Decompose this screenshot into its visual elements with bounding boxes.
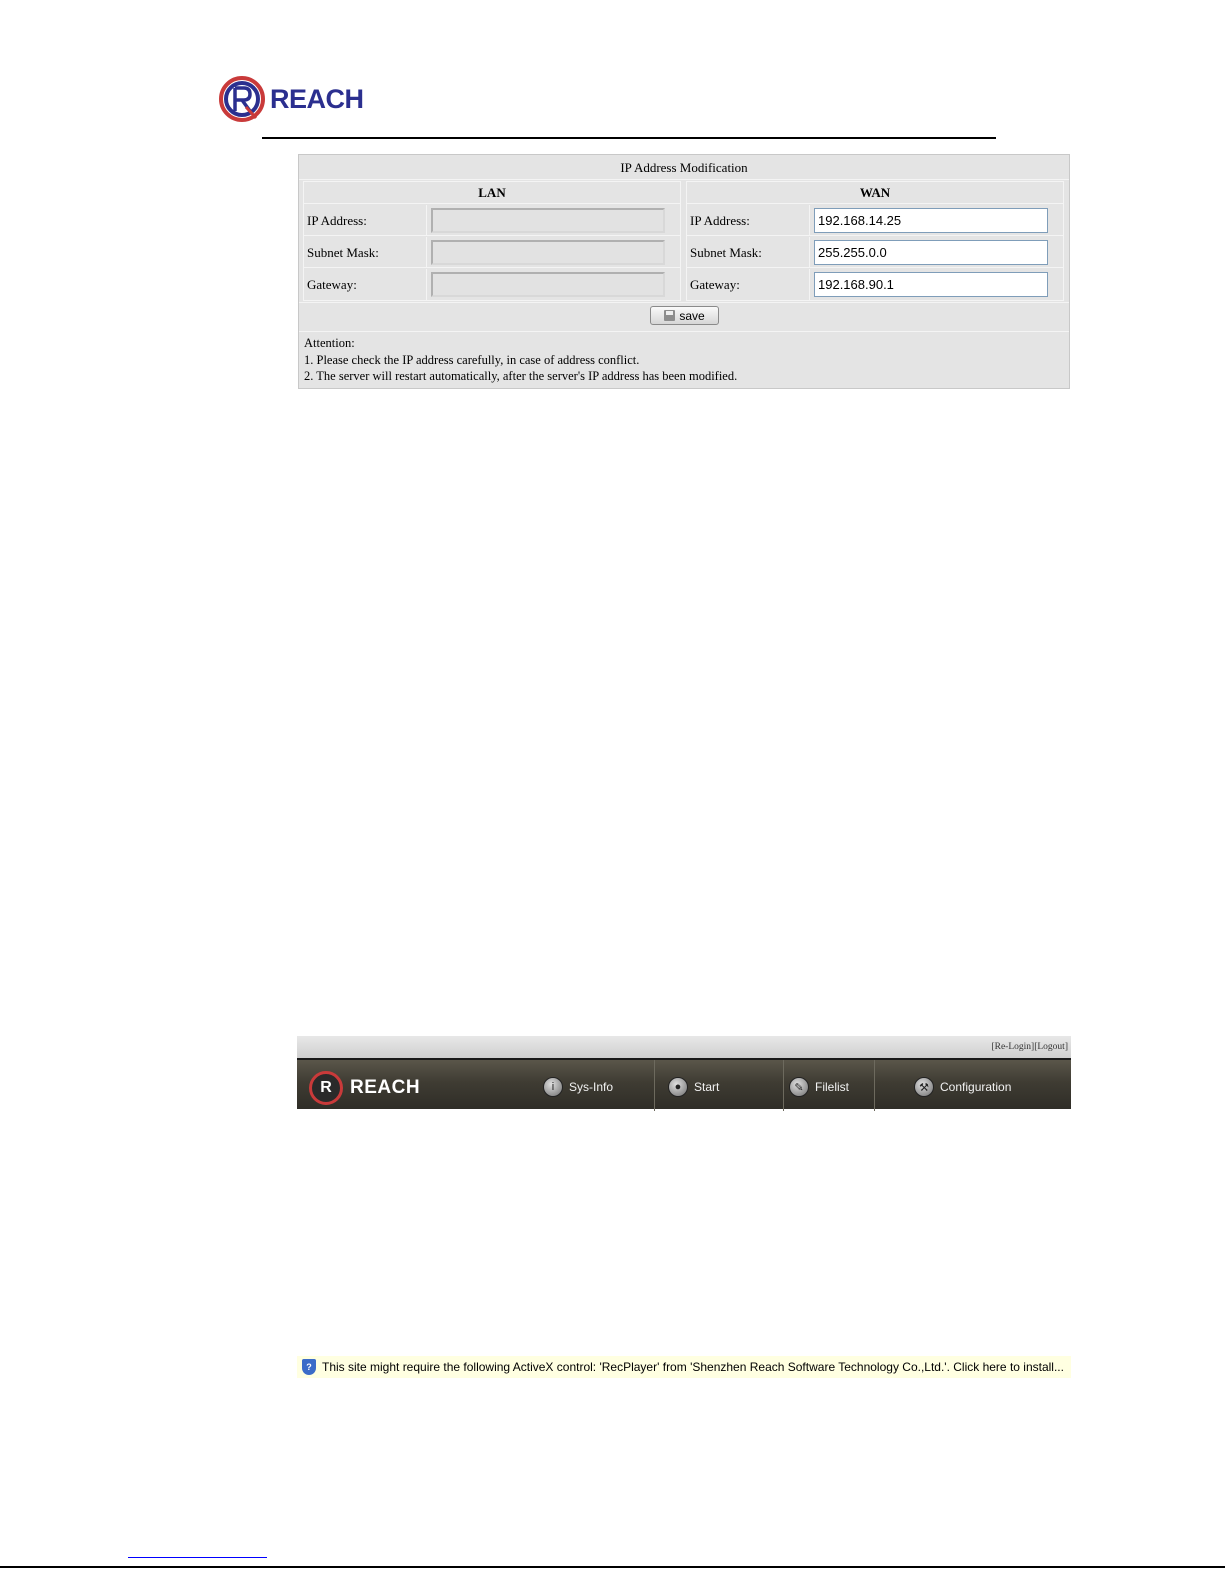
lan-mask-input bbox=[431, 240, 665, 265]
wan-gateway-label: Gateway: bbox=[690, 269, 810, 300]
appbar-top-strip bbox=[297, 1036, 1071, 1058]
nav-filelist-label: Filelist bbox=[815, 1080, 850, 1094]
record-icon: ● bbox=[668, 1077, 688, 1097]
nav-separator bbox=[654, 1060, 655, 1111]
file-list-icon: ✎ bbox=[789, 1077, 809, 1097]
wan-heading: WAN bbox=[687, 182, 1063, 204]
session-links bbox=[991, 1042, 1068, 1052]
lan-mask-row bbox=[304, 237, 680, 268]
footer-divider bbox=[0, 1566, 1225, 1568]
wan-mask-label: Subnet Mask: bbox=[690, 237, 810, 268]
panel-title: IP Address Modification bbox=[299, 155, 1069, 180]
nav-sys-info[interactable] bbox=[543, 1074, 613, 1100]
lan-section bbox=[303, 181, 681, 301]
activex-info-bar[interactable] bbox=[297, 1356, 1071, 1378]
activex-message: This site might require the following ActiveX control: 'RecPlayer' from 'Shenzhen Reach Software Technology Co.,Ltd.'. Click here to install... bbox=[322, 1360, 1064, 1374]
relogin-link[interactable]: [Re-Login] bbox=[991, 1042, 1035, 1052]
save-label: save bbox=[679, 308, 705, 323]
attention-notes bbox=[304, 335, 737, 385]
wan-ip-input[interactable] bbox=[814, 208, 1048, 233]
floppy-disk-icon bbox=[664, 310, 675, 321]
header-divider bbox=[262, 137, 996, 139]
lan-mask-label: Subnet Mask: bbox=[307, 237, 427, 268]
attention-line-2: 2. The server will restart automatically, after the server's IP address has been modified. bbox=[304, 369, 738, 383]
brand-wordmark: REACH bbox=[270, 83, 364, 114]
wan-gateway-row bbox=[687, 269, 1063, 300]
nav-configuration[interactable] bbox=[914, 1074, 1011, 1100]
wan-mask-input[interactable] bbox=[814, 240, 1048, 265]
attention-line-1: 1. Please check the IP address carefully, in case of address conflict. bbox=[304, 352, 640, 367]
logout-link[interactable]: [Logout] bbox=[1034, 1042, 1068, 1052]
save-button[interactable] bbox=[650, 306, 719, 325]
lan-ip-label: IP Address: bbox=[307, 205, 427, 236]
wrench-icon: ⚒ bbox=[914, 1077, 934, 1097]
nav-separator bbox=[874, 1060, 875, 1111]
nav-configuration-label: Configuration bbox=[940, 1080, 1012, 1094]
lan-gateway-input bbox=[431, 272, 665, 297]
nav-sys-info-label: Sys-Info bbox=[569, 1080, 614, 1094]
save-row bbox=[299, 302, 1069, 332]
app-logo bbox=[309, 1071, 420, 1105]
attention-title: Attention: bbox=[304, 336, 355, 350]
lan-ip-row bbox=[304, 205, 680, 236]
reach-r-logo-icon bbox=[218, 74, 266, 124]
app-brand-name: REACH bbox=[350, 1077, 421, 1098]
reach-r-logo-icon: R bbox=[309, 1071, 343, 1105]
lan-gateway-row bbox=[304, 269, 680, 300]
nav-start[interactable] bbox=[668, 1074, 719, 1100]
info-icon: i bbox=[543, 1077, 563, 1097]
lan-ip-input bbox=[431, 208, 665, 233]
footer-link-underline bbox=[128, 1557, 267, 1558]
nav-separator bbox=[783, 1060, 784, 1111]
wan-gateway-input[interactable] bbox=[814, 272, 1048, 297]
wan-ip-label: IP Address: bbox=[690, 205, 810, 236]
lan-heading: LAN bbox=[304, 182, 680, 204]
nav-filelist[interactable] bbox=[789, 1074, 849, 1100]
app-navigation-bar bbox=[297, 1036, 1071, 1109]
lan-gateway-label: Gateway: bbox=[307, 269, 427, 300]
security-shield-icon: ? bbox=[302, 1359, 316, 1375]
wan-mask-row bbox=[687, 237, 1063, 268]
wan-section bbox=[686, 181, 1064, 301]
appbar-main bbox=[297, 1058, 1071, 1109]
nav-start-label: Start bbox=[694, 1080, 720, 1094]
wan-ip-row bbox=[687, 205, 1063, 236]
document-logo bbox=[218, 74, 364, 124]
ip-modification-panel bbox=[298, 154, 1070, 389]
